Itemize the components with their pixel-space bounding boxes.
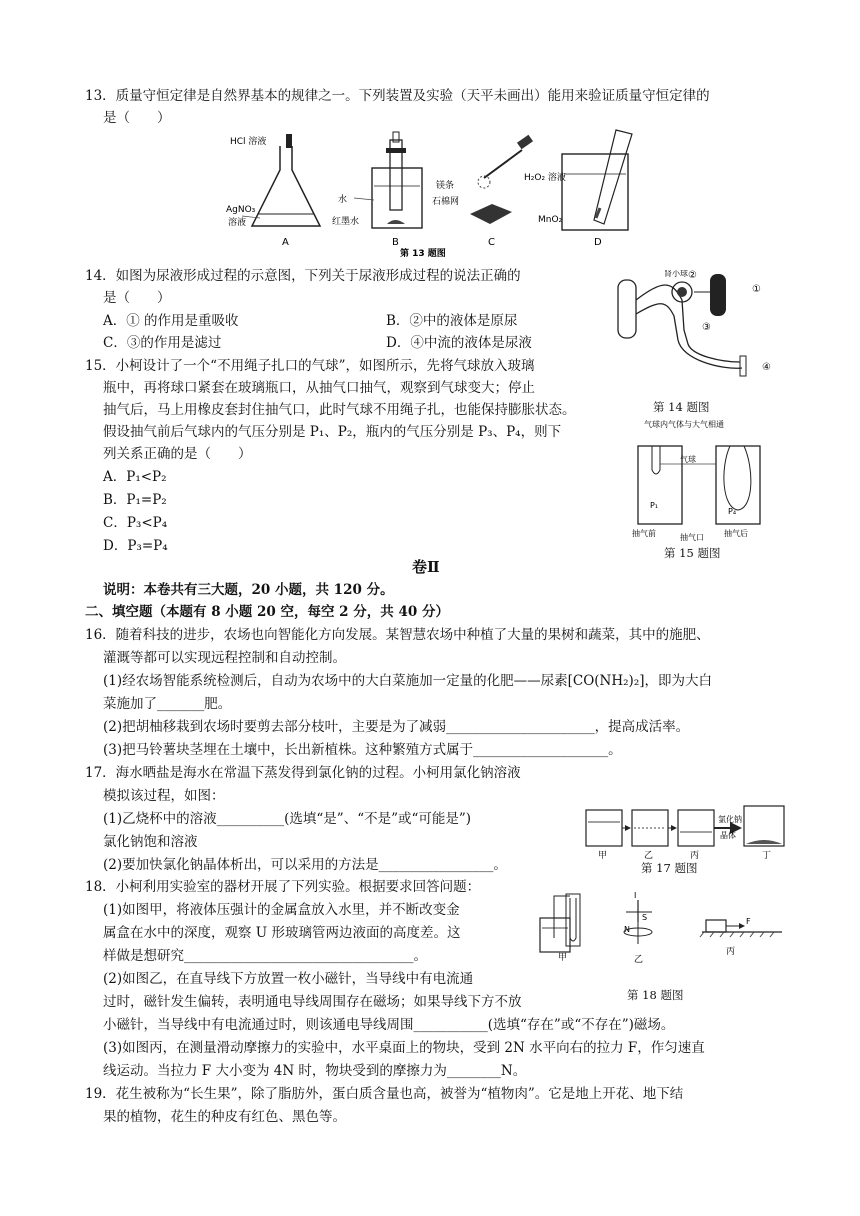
q17-label-crystal: 晶体 (720, 831, 736, 840)
q13-label-hcl: HCl 溶液 (230, 137, 267, 147)
q13-apparatus-d (524, 130, 632, 248)
q18-figure (532, 888, 792, 968)
q13-apparatus-b (332, 132, 422, 248)
q15-label-after: 抽气后 (724, 529, 748, 538)
q18-line-2: (1)如图甲，将液体压强计的金属盒放入水里，并不断改变金 (103, 902, 460, 918)
q18-label-i: I (634, 891, 637, 900)
q13-label-b: B (392, 237, 399, 248)
q13-label-agno3: AgNO₃ (226, 205, 256, 215)
q15-label-balloon: 气球 (680, 455, 696, 464)
q13-apparatus-c (432, 135, 533, 248)
q13-apparatus-a (226, 134, 320, 248)
q16-line-5[interactable]: (2)把胡柚移栽到农场时要剪去部分枝叶，主要是为了减弱______________________，提高成活率。 (103, 719, 690, 735)
q18-line-4[interactable]: 样做是想研究__________________________________。 (103, 948, 427, 964)
q18-label-f: F (746, 917, 751, 926)
q14-figure (612, 270, 784, 380)
q18-line-5: (2)如图乙，在直导线下方放置一枚小磁针，当导线中有电流通 (103, 971, 474, 987)
q13-label-mno2: MnO₂ (538, 215, 563, 225)
q17-label-salt: 氯化钠 (718, 815, 742, 824)
q13-label-water: 水 (338, 195, 348, 205)
q16-line-3: (1)经农场智能系统检测后，自动为农场中的大白菜施加一定量的化肥——尿素[CO(NH₂)₂]，即为大白 (103, 673, 712, 689)
q17-label-a: 甲 (598, 851, 608, 860)
q13-label-h2o2: H₂O₂ 溶液 (524, 173, 566, 183)
q13-label-mg: 镁条 (436, 181, 455, 191)
q17-line-5[interactable]: (2)要加快氯化钠晶体析出，可以采用的方法是_________________。 (103, 857, 507, 873)
q15-line-2: 瓶中，再将球口紧套在玻璃瓶口，从抽气口抽气，观察到气球变大；停止 (103, 380, 535, 396)
q15-label-port: 抽气口 (680, 533, 704, 542)
q18-label-b: 乙 (634, 955, 644, 965)
q14-option-b[interactable]: B．②中的液体是原尿 (386, 313, 518, 329)
q19-line-2: 果的植物，花生的种皮有红色、黑色等。 (103, 1109, 346, 1125)
q15-label-p1: P₁ (650, 501, 659, 510)
q15-option-d[interactable]: D．P₃=P₄ (103, 538, 168, 554)
q15-caption: 第 15 题图 (664, 546, 721, 560)
q17-line-1: 17．海水晒盐是海水在常温下蒸发得到氯化钠的过程。小柯用氯化钠溶液 (85, 765, 521, 781)
q17-label-c: 丙 (690, 851, 700, 860)
q17-line-4: 氯化钠饱和溶液 (103, 834, 198, 850)
q14-label-3: ③ (702, 322, 711, 333)
section-2-title: 二、填空题（本题有 8 小题 20 空，每空 2 分，共 40 分） (85, 604, 449, 620)
q17-line-3[interactable]: (1)乙烧杯中的溶液__________(选填“是”、“不是”或“可能是”) (103, 811, 472, 827)
q13-label-c: C (488, 237, 495, 248)
q15-label-before: 抽气前 (632, 529, 656, 538)
q17-figure (582, 800, 792, 860)
q18-line-7[interactable]: 小磁针，当导线中有电流通过时，则该通电导线周围___________(选填“存在”或“不存在”)磁场。 (103, 1017, 675, 1033)
q13-figure (222, 128, 642, 258)
q14-label-4: ④ (762, 362, 771, 373)
q13-caption: 第 13 题图 (400, 249, 446, 258)
q17-line-2: 模拟该过程，如图： (103, 788, 225, 804)
q15-figure (630, 418, 770, 542)
q15-option-a[interactable]: A．P₁<P₂ (103, 469, 167, 485)
q14-line-2: 是（ ） (103, 290, 171, 306)
q15-line-1: 15．小柯设计了一个“不用绳子扎口的气球”，如图所示，先将气球放入玻璃 (85, 358, 535, 374)
q18-label-n: N (624, 925, 630, 934)
q14-caption: 第 14 题图 (653, 400, 710, 414)
q13-label-a: A (282, 237, 289, 248)
q13-label-asbestos: 石棉网 (432, 197, 460, 207)
q18-line-9[interactable]: 线运动。当拉力 F 大小变为 4N 时，物块受到的摩擦力为________N。 (103, 1063, 527, 1079)
q13-label-ink: 红墨水 (332, 217, 360, 227)
q18-line-6: 过时，磁针发生偏转，表明通电导线周围存在磁场；如果导线下方不放 (103, 994, 522, 1010)
q14-label-2: ② (688, 270, 697, 281)
q16-line-4[interactable]: 菜施加了_______肥。 (103, 696, 232, 712)
q15-option-c[interactable]: C．P₃<P₄ (103, 515, 168, 531)
q13-line-1: 13．质量守恒定律是自然界基本的规律之一。下列装置及实验（天平未画出）能用来验证质量守恒定律的 (85, 88, 710, 104)
q15-line-4: 假设抽气前后气球内的气压分别是 P₁、P₂，瓶内的气压分别是 P₃、P₄，则下 (103, 424, 562, 440)
q17-caption: 第 17 题图 (641, 861, 698, 875)
volume-2-title: 卷Ⅱ (412, 558, 440, 576)
q14-option-c[interactable]: C．③的作用是滤过 (103, 335, 222, 351)
q16-line-2: 灌溉等都可以实现远程控制和自动控制。 (103, 650, 346, 666)
q17-label-b: 乙 (644, 851, 654, 860)
q14-option-a[interactable]: A．① 的作用是重吸收 (103, 313, 239, 329)
q15-line-5: 列关系正确的是（ ） (103, 446, 252, 462)
q14-line-1: 14．如图为尿液形成过程的示意图，下列关于尿液形成过程的说法正确的 (85, 268, 521, 284)
q15-option-b[interactable]: B．P₁=P₂ (103, 492, 167, 508)
q15-line-3: 抽气后，马上用橡皮套封住抽气口，此时气球不用绳子扎，也能保持膨胀状态。 (103, 402, 576, 418)
q15-label-p4: P₄ (728, 507, 737, 516)
q17-label-d: 丁 (762, 851, 772, 860)
q18-line-1: 18．小柯利用实验室的器材开展了下列实验。根据要求回答问题： (85, 879, 481, 895)
volume-2-note: 说明：本卷共有三大题，20 小题，共 120 分。 (103, 582, 394, 598)
q18-line-8: (3)如图丙，在测量滑动摩擦力的实验中，水平桌面上的物块，受到 2N 水平向右的拉力 F，作匀速直 (103, 1040, 705, 1056)
q13-label-d: D (594, 237, 602, 248)
q13-line-2: 是（ ） (103, 110, 171, 126)
q16-line-1: 16．随着科技的进步，农场也向智能化方向发展。某智慧农场中种植了大量的果树和蔬菜，其中的施肥、 (85, 627, 710, 643)
q14-label-glomerulus: 肾小球 (664, 270, 688, 278)
q18-label-a: 甲 (558, 953, 568, 963)
q18-label-s: S (642, 913, 648, 922)
q16-line-6[interactable]: (3)把马铃薯块茎埋在土壤中，长出新植株。这种繁殖方式属于____________________。 (103, 742, 622, 758)
q14-label-1: ① (752, 284, 761, 295)
q14-option-d[interactable]: D．④中流的液体是尿液 (386, 335, 532, 351)
q19-line-1: 19．花生被称为“长生果”，除了脂肪外，蛋白质含量也高，被誉为“植物肉”。它是地上开花、地下结 (85, 1086, 684, 1102)
q18-line-3: 属盒在水中的深度，观察 U 形玻璃管两边液面的高度差。这 (103, 925, 461, 941)
q18-label-c: 丙 (726, 947, 736, 957)
q15-label-top: 气球内气体与大气相通 (644, 420, 724, 429)
q18-caption: 第 18 题图 (627, 988, 684, 1002)
q13-label-agno3-sol: 溶液 (228, 218, 247, 228)
